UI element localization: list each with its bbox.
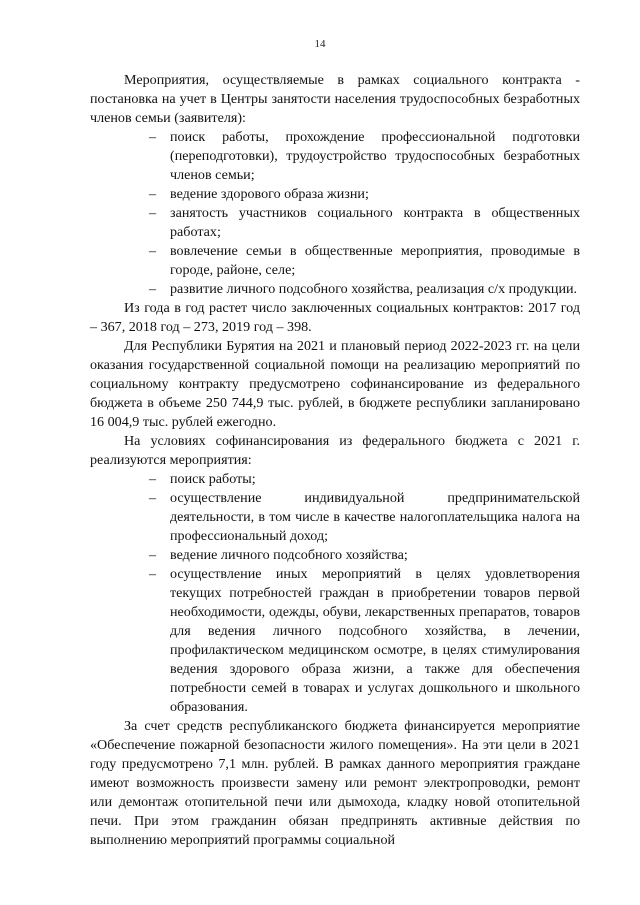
dash-marker: – <box>149 281 157 297</box>
list-item-text: поиск работы, прохождение профессиональной подготовки (переподготовки), трудоустройство трудоспособных безработных членов семьи; <box>170 129 580 183</box>
paragraph: Из года в год растет число заключенных социальных контрактов: 2017 год – 367, 2018 год – 273, 2019 год – 398. <box>90 300 580 335</box>
dash-marker: – <box>149 129 157 145</box>
dash-marker: – <box>149 186 157 202</box>
paragraph: На условиях софинансирования из федерального бюджета с 2021 г. реализуются мероприятия: <box>90 433 580 468</box>
list-item-text: ведение личного подсобного хозяйства; <box>170 547 408 563</box>
list-item <box>149 185 580 204</box>
dash-marker: – <box>149 566 157 582</box>
list-item-text: ведение здорового образа жизни; <box>170 186 369 202</box>
list-item-text: развитие личного подсобного хозяйства, реализация с/х продукции. <box>170 281 578 297</box>
list-item-text: осуществление индивидуальной предпринимательской деятельности, в том числе в качестве налогоплательщика налога на профессиональный доход; <box>170 490 580 544</box>
dash-marker: – <box>149 205 157 221</box>
dash-marker: – <box>149 547 157 563</box>
dash-marker: – <box>149 243 157 259</box>
list-item <box>149 280 580 299</box>
list-item <box>149 128 580 185</box>
list-item-text: вовлечение семьи в общественные мероприятия, проводимые в городе, районе, селе; <box>170 243 580 278</box>
list-item-text: осуществление иных мероприятий в целях удовлетворения текущих потребностей граждан в приобретении товаров первой необходимости, одежды, обуви, лекарственных препаратов, товаров для ведения личного подсобного хозяйства, в лечении, профилактическом медицинском осмотре, в целях стимулирования ведения здорового образа жизни, а также для обеспечения потребности семей в товарах и услугах дошкольного и школьного образования. <box>170 566 580 715</box>
paragraph: Мероприятия, осуществляемые в рамках социального контракта - постановка на учет в Центры занятости населения трудоспособных безработных членов семьи (заявителя): <box>90 72 580 126</box>
list-item-text: занятость участников социального контракта в общественных работах; <box>170 205 580 240</box>
paragraph: За счет средств республиканского бюджета финансируется мероприятие «Обеспечение пожарной безопасности жилого помещения». На эти цели в 2021 году предусмотрено 7,1 млн. рублей. В рамках данного мероприятия граждане имеют возможность произвести замену или ремонт электропроводки, ремонт или демонтаж отопительной печи или дымохода, кладку новой отопительной печи. При этом гражданин обязан предпринять активные действия по выполнению мероприятий программы социальной <box>90 718 580 848</box>
dash-list <box>90 128 580 299</box>
list-item <box>149 204 580 242</box>
list-item <box>149 565 580 717</box>
document-body <box>90 71 580 850</box>
list-item <box>149 242 580 280</box>
dash-list <box>90 470 580 717</box>
list-item-text: поиск работы; <box>170 471 256 487</box>
list-item <box>149 489 580 546</box>
list-item <box>149 470 580 489</box>
dash-marker: – <box>149 471 157 487</box>
page-number: 14 <box>314 38 326 50</box>
dash-marker: – <box>149 490 157 506</box>
list-item <box>149 546 580 565</box>
paragraph: Для Республики Бурятия на 2021 и плановый период 2022-2023 гг. на цели оказания государственной социальной помощи на реализацию мероприятий по социальному контракту предусмотрено софинансирование из федерального бюджета в объеме 250 744,9 тыс. рублей, в бюджете республики запланировано 16 004,9 тыс. рублей ежегодно. <box>90 338 580 430</box>
